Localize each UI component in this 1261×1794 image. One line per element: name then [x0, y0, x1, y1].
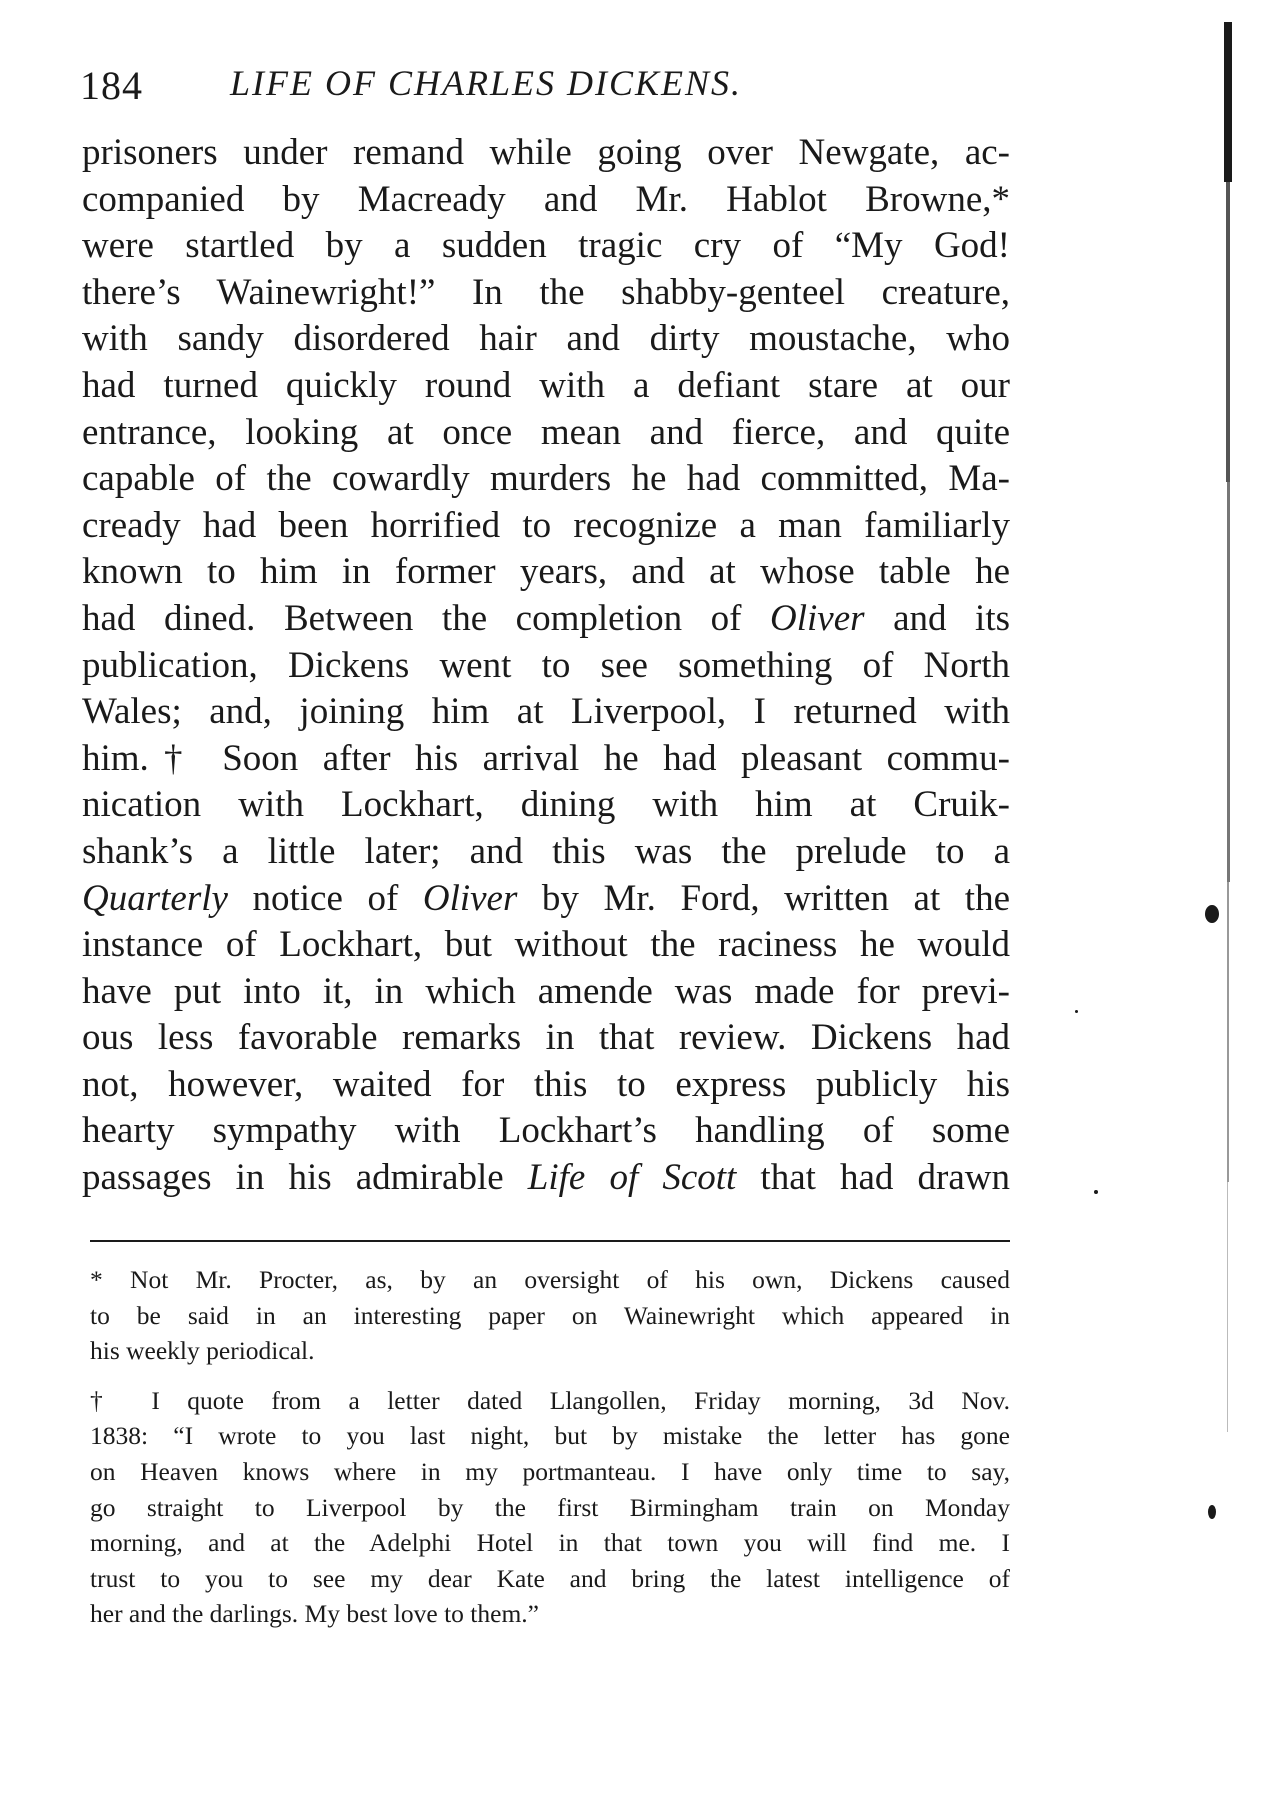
binding-edge-strip [1227, 882, 1229, 1182]
binding-edge-heavy [1224, 22, 1232, 182]
italic-title: Oliver [770, 597, 865, 639]
footnote-line: go straight to Liverpool by the first Birmingham train on Monday [90, 1492, 1010, 1522]
scan-speck [1075, 1010, 1078, 1013]
body-line: had turned quickly round with a defiant stare at our [82, 364, 1010, 406]
body-line: prisoners under remand while going over Newgate, ac- [82, 132, 1010, 173]
body-text [82, 130, 1010, 1202]
running-title: LIFE OF CHARLES DICKENS. [230, 63, 742, 103]
body-line: hearty sympathy with Lockhart’s handling of some [82, 1110, 1010, 1152]
page-number: 184 [80, 63, 143, 108]
body-line: not, however, waited for this to express publicly his [82, 1063, 1010, 1105]
footnotes [90, 1262, 1010, 1632]
footnote-line: her and the darlings. My best love to them.” [90, 1599, 539, 1629]
footnote-line: his weekly periodical. [90, 1336, 315, 1366]
footnote-line: on Heaven knows where in my portmanteau. I have only time to say, [90, 1456, 1010, 1486]
scan-speck [1094, 1190, 1098, 1194]
footnote-line: † I quote from a letter dated Llangollen, Friday morning, 3d Nov. [90, 1385, 1010, 1415]
body-line: Wales; and, joining him at Liverpool, I returned with [82, 691, 1010, 733]
body-line: cready had been horrified to recognize a man familiarly [82, 504, 1010, 546]
body-line: ous less favorable remarks in that review. Dickens had [82, 1017, 1010, 1059]
italic-title: Life of Scott [527, 1157, 737, 1199]
binding-edge-strip [1226, 182, 1230, 482]
body-line: him.† Soon after his arrival he had pleasant commu- [82, 737, 1010, 779]
italic-title: Oliver [422, 877, 518, 919]
binding-edge-strip [1227, 482, 1230, 882]
binding-edge-strip [1227, 1182, 1228, 1432]
body-line: there’s Wainewright!” In the shabby-genteel creature, [82, 271, 1010, 313]
body-line: capable of the cowardly murders he had committed, Ma- [82, 458, 1010, 500]
body-line: shank’s a little later; and this was the prelude to a [82, 830, 1010, 872]
footnote-dagger [90, 1383, 1010, 1632]
footnote-gap [90, 1369, 1010, 1383]
body-line: entrance, looking at once mean and fierce, and quite [82, 411, 1010, 453]
footnote-rule [90, 1240, 1010, 1242]
footnote-line: * Not Mr. Procter, as, by an oversight of his own, Dickens caused [90, 1265, 1010, 1294]
italic-title: Quarterly [82, 877, 228, 919]
body-line: instance of Lockhart, but without the raciness he would [82, 924, 1010, 966]
footnote-line: to be said in an interesting paper on Wainewright which appeared in [90, 1300, 1010, 1330]
scan-speck [1205, 905, 1219, 923]
body-line: had dined. Between the completion of Oliver and its [82, 597, 1010, 639]
body-line: passages in his admirable Life of Scott that had drawn [82, 1157, 1010, 1199]
body-line: nication with Lockhart, dining with him at Cruik- [82, 784, 1010, 826]
body-line: with sandy disordered hair and dirty moustache, who [82, 318, 1010, 360]
body-line: known to him in former years, and at whose table he [82, 551, 1010, 593]
body-line: Quarterly notice of Oliver by Mr. Ford, written at the [82, 877, 1010, 919]
binding-edge [1222, 22, 1234, 1742]
body-line: publication, Dickens went to see something of North [82, 644, 1010, 686]
footnote-line: 1838: “I wrote to you last night, but by mistake the letter has gone [90, 1421, 1010, 1451]
body-line: companied by Macready and Mr. Hablot Browne,* [82, 178, 1010, 220]
page-header [80, 62, 1000, 122]
footnote-line: morning, and at the Adelphi Hotel in that town you will find me. I [90, 1528, 1010, 1558]
footnote-line: trust to you to see my dear Kate and bring the latest intelligence of [90, 1563, 1010, 1593]
body-line: were startled by a sudden tragic cry of “My God! [82, 225, 1010, 267]
scan-speck [1208, 1505, 1216, 1519]
footnote-asterisk [90, 1262, 1010, 1369]
body-line: have put into it, in which amende was made for previ- [82, 970, 1010, 1012]
